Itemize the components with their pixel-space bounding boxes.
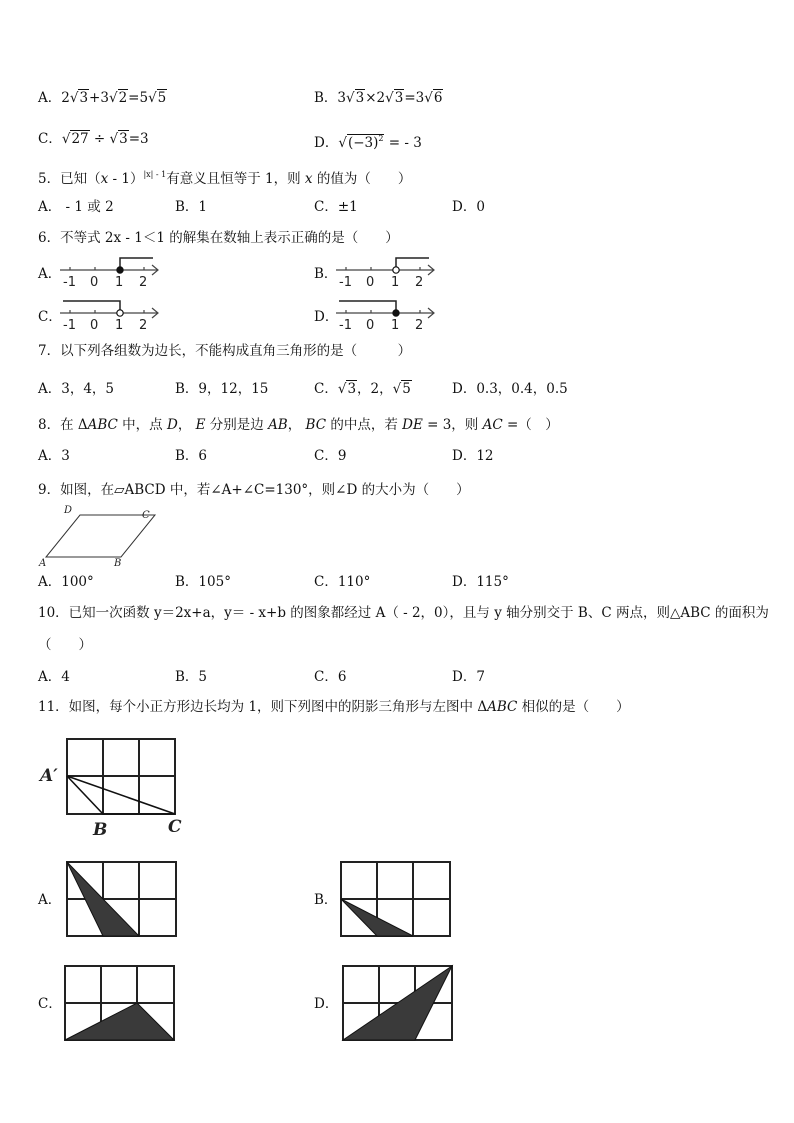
- q9-parallelogram-figure: [38, 505, 168, 569]
- q8-stem: 8．在 ΔABC 中，点 D， E 分别是边 AB， BC 的中点，若 DE = 3，则 AC =（ ）: [38, 417, 559, 433]
- tick-label: 1: [115, 275, 124, 290]
- q8-option-c[interactable]: C．9: [314, 448, 347, 464]
- q6-number-line-b: [334, 255, 444, 291]
- tick-label: 0: [90, 275, 99, 290]
- tick-label: -1: [63, 275, 76, 290]
- solid-dot: [393, 310, 399, 316]
- q11-stem: 11．如图，每个小正方形边长均为 1，则下列图中的阴影三角形与左图中 ΔABC 相似的是（ ）: [38, 699, 630, 715]
- tick-label: 0: [366, 275, 375, 290]
- q6-option-a-label[interactable]: A．: [38, 266, 62, 282]
- q10-answer-paren: （ ）: [38, 637, 92, 653]
- q9-option-c[interactable]: C．110°: [314, 574, 371, 590]
- q6-number-line-a: [58, 255, 168, 291]
- q5-option-c[interactable]: C．±1: [314, 199, 358, 215]
- q9-option-d[interactable]: D．115°: [452, 574, 509, 590]
- q7-option-c[interactable]: C．√3，2，√5: [314, 381, 411, 397]
- tick-label: -1: [339, 275, 352, 290]
- q6-number-line-c: [58, 298, 168, 334]
- q11-option-d-figure: [342, 964, 456, 1044]
- q4-option-a[interactable]: A．2√3+3√2=5√5: [38, 90, 167, 106]
- q9-stem: 9．如图，在▱ABCD 中，若∠A+∠C=130°，则∠D 的大小为（ ）: [38, 482, 470, 498]
- tick-label: -1: [339, 318, 352, 333]
- q7-option-d[interactable]: D．0.3，0.4，0.5: [452, 381, 568, 397]
- q6-option-b-label[interactable]: B．: [314, 266, 338, 282]
- tick-label: 1: [391, 275, 400, 290]
- q5-option-a[interactable]: A． - 1 或 2: [38, 199, 114, 215]
- q6-option-d-label[interactable]: D．: [314, 309, 339, 325]
- vertex-label-c: C: [142, 510, 150, 521]
- q5-stem: 5．已知（x - 1）$^{|x| - 1}$有意义且恒等于 1，则 x 的值为（ ）: [38, 170, 412, 187]
- q10-option-a[interactable]: A．4: [38, 669, 70, 685]
- vertex-label-a: A′: [40, 766, 58, 786]
- q7-stem: 7．以下列各组数为边长，不能构成直角三角形的是（ ）: [38, 343, 412, 359]
- tick-label: 0: [366, 318, 375, 333]
- shaded-triangle: [65, 1003, 174, 1040]
- tick-label: 1: [391, 318, 400, 333]
- triangle-abc: [67, 776, 175, 814]
- hollow-dot: [393, 267, 399, 273]
- q11-option-b-figure: [340, 860, 452, 940]
- parallelogram: [46, 515, 155, 557]
- tick-label: 1: [115, 318, 124, 333]
- q7-option-a[interactable]: A．3，4，5: [38, 381, 115, 397]
- q8-option-a[interactable]: A．3: [38, 448, 70, 464]
- q4-option-d[interactable]: D．$√(-3)^2$ = - 3: [314, 134, 422, 151]
- vertex-label-b: B: [114, 558, 122, 569]
- q10-stem: 10．已知一次函数 y＝2x+a，y＝ - x+b 的图象都经过 A（ - 2，0），且与 y 轴分别交于 B、C 两点，则△ABC 的面积为: [38, 605, 769, 621]
- q7-option-b[interactable]: B．9，12，15: [175, 381, 269, 397]
- tick-label: 2: [139, 318, 148, 333]
- vertex-label-a: A: [39, 558, 47, 569]
- vertex-label-d: D: [64, 505, 73, 516]
- tick-label: 2: [139, 275, 148, 290]
- q10-option-b[interactable]: B．5: [175, 669, 208, 685]
- q6-number-line-d: [334, 298, 444, 334]
- q9-option-a[interactable]: A．100°: [38, 574, 94, 590]
- q11-reference-figure: [38, 735, 198, 840]
- q11-option-c-figure: [64, 964, 178, 1044]
- solid-dot: [117, 267, 123, 273]
- q8-option-d[interactable]: D．12: [452, 448, 494, 464]
- q6-stem: 6．不等式 2x - 1＜1 的解集在数轴上表示正确的是（ ）: [38, 230, 399, 246]
- tick-label: 2: [415, 318, 424, 333]
- q11-option-c-label[interactable]: C．: [38, 996, 62, 1012]
- q4-option-b[interactable]: B．3√3×2√3=3√6: [314, 90, 443, 106]
- q10-option-c[interactable]: C．6: [314, 669, 347, 685]
- q8-option-b[interactable]: B．6: [175, 448, 208, 464]
- q10-option-d[interactable]: D．7: [452, 669, 485, 685]
- q11-option-a-label[interactable]: A．: [38, 892, 62, 908]
- vertex-label-c: C: [168, 817, 182, 837]
- q4-option-c[interactable]: C．√27 ÷ √3=3: [38, 131, 149, 147]
- q11-option-a-figure: [66, 860, 178, 940]
- hollow-dot: [117, 310, 123, 316]
- q6-option-c-label[interactable]: C．: [38, 309, 62, 325]
- vertex-label-b: B: [93, 820, 108, 840]
- tick-label: 2: [415, 275, 424, 290]
- q5-option-b[interactable]: B．1: [175, 199, 208, 215]
- q9-option-b[interactable]: B．105°: [175, 574, 231, 590]
- q5-option-d[interactable]: D．0: [452, 199, 485, 215]
- tick-label: -1: [63, 318, 76, 333]
- q11-option-b-label[interactable]: B．: [314, 892, 338, 908]
- tick-label: 0: [90, 318, 99, 333]
- q11-option-d-label[interactable]: D．: [314, 996, 339, 1012]
